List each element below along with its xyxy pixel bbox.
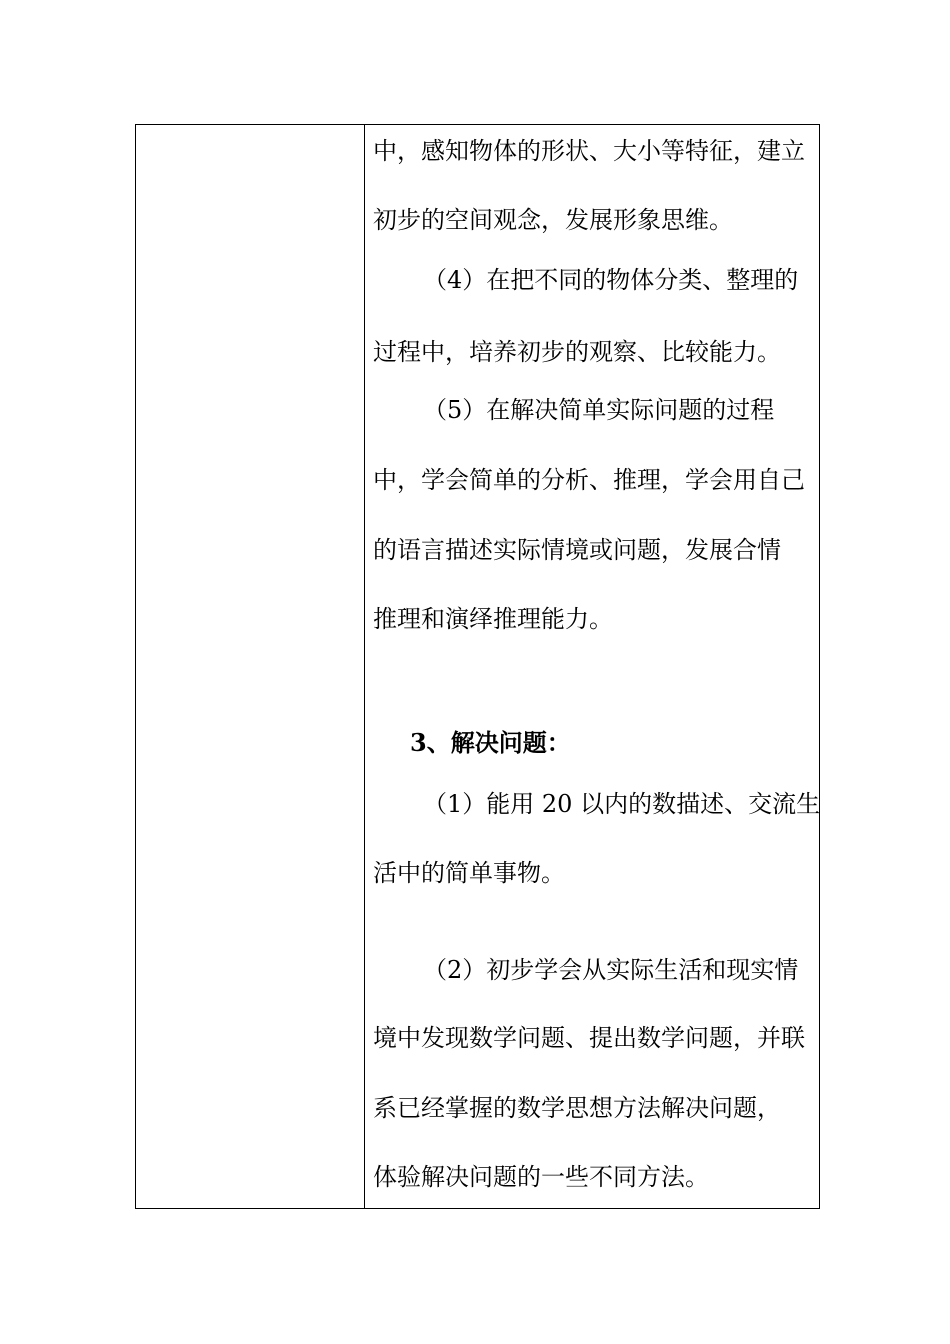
text-line: 中，学会简单的分析、推理，学会用自己 [373,466,805,494]
text-line: （5）在解决简单实际问题的过程 [423,396,775,424]
left-empty-cell [136,125,364,1208]
text-line: 中，感知物体的形状、大小等特征，建立 [373,137,805,165]
text-line: 活中的简单事物。 [373,859,565,887]
section-heading: 3、解决问题： [410,728,571,757]
text-line: 初步的空间观念，发展形象思维。 [373,206,733,234]
column-divider [364,125,365,1208]
text-line: 推理和演绎推理能力。 [373,605,613,633]
text-line: 过程中，培养初步的观察、比较能力。 [373,338,781,366]
text-line: （1）能用 20 以内的数描述、交流生 [423,790,821,818]
text-line: 的语言描述实际情境或问题，发展合情 [373,536,781,564]
text-line: （4）在把不同的物体分类、整理的 [423,266,799,294]
text-line: 体验解决问题的一些不同方法。 [373,1163,709,1191]
text-line: （2）初步学会从实际生活和现实情 [423,956,799,984]
text-line: 系已经掌握的数学思想方法解决问题， [373,1094,781,1122]
text-line: 境中发现数学问题、提出数学问题，并联 [373,1024,805,1052]
